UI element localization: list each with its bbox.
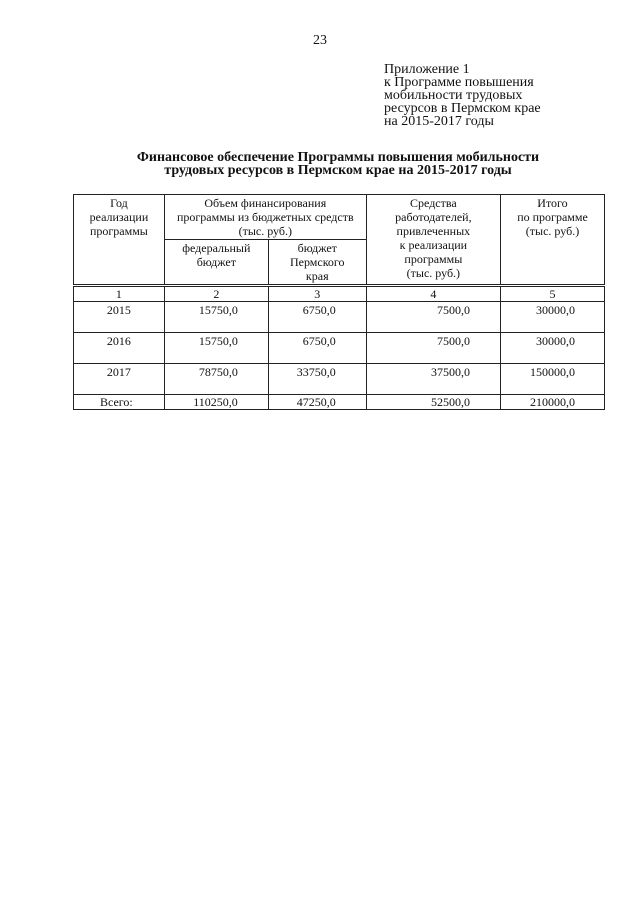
title-line: Финансовое обеспечение Программы повышения мобильности bbox=[136, 150, 540, 165]
header-year: Год реализации программы bbox=[74, 195, 165, 286]
column-number: 4 bbox=[366, 286, 500, 302]
cell-regional: 33750,0 bbox=[268, 364, 366, 395]
cell-employers: 7500,0 bbox=[366, 333, 500, 364]
cell-total: 210000,0 bbox=[500, 395, 604, 410]
appendix-line: на 2015-2017 годы bbox=[384, 114, 494, 129]
page-number: 23 bbox=[313, 33, 327, 48]
column-number: 2 bbox=[164, 286, 268, 302]
header-budget-group: Объем финансирования программы из бюджетных средств (тыс. руб.) bbox=[164, 195, 366, 240]
cell-federal: 15750,0 bbox=[164, 302, 268, 333]
appendix-line: Приложение 1 bbox=[384, 62, 470, 77]
finance-table bbox=[73, 194, 605, 410]
cell-total-label: Всего: bbox=[74, 395, 165, 410]
header-total: Итого по программе (тыс. руб.) bbox=[500, 195, 604, 286]
cell-total: 150000,0 bbox=[500, 364, 604, 395]
header-regional: бюджет Пермского края bbox=[268, 240, 366, 286]
column-number: 5 bbox=[500, 286, 604, 302]
table-row bbox=[74, 333, 605, 364]
cell-year: 2016 bbox=[74, 333, 165, 364]
table-row bbox=[74, 364, 605, 395]
cell-total: 30000,0 bbox=[500, 333, 604, 364]
cell-regional: 6750,0 bbox=[268, 302, 366, 333]
cell-federal: 15750,0 bbox=[164, 333, 268, 364]
header-row bbox=[74, 195, 605, 240]
appendix-line: ресурсов в Пермском крае bbox=[384, 101, 541, 116]
appendix-line: к Программе повышения bbox=[384, 75, 534, 90]
column-number: 1 bbox=[74, 286, 165, 302]
column-number-row bbox=[74, 286, 605, 302]
column-number: 3 bbox=[268, 286, 366, 302]
cell-employers: 37500,0 bbox=[366, 364, 500, 395]
header-federal: федеральный бюджет bbox=[164, 240, 268, 286]
cell-year: 2015 bbox=[74, 302, 165, 333]
cell-federal: 110250,0 bbox=[164, 395, 268, 410]
title-line: трудовых ресурсов в Пермском крае на 2015-2017 годы bbox=[164, 163, 512, 178]
cell-federal: 78750,0 bbox=[164, 364, 268, 395]
cell-year: 2017 bbox=[74, 364, 165, 395]
header-employers: Средства работодателей, привлеченных к реализации программы (тыс. руб.) bbox=[366, 195, 500, 286]
total-row bbox=[74, 395, 605, 410]
appendix-block bbox=[384, 63, 541, 128]
cell-employers: 52500,0 bbox=[366, 395, 500, 410]
document-title bbox=[0, 151, 640, 177]
table-row bbox=[74, 302, 605, 333]
cell-total: 30000,0 bbox=[500, 302, 604, 333]
appendix-line: мобильности трудовых bbox=[384, 88, 523, 103]
cell-employers: 7500,0 bbox=[366, 302, 500, 333]
cell-regional: 47250,0 bbox=[268, 395, 366, 410]
cell-regional: 6750,0 bbox=[268, 333, 366, 364]
